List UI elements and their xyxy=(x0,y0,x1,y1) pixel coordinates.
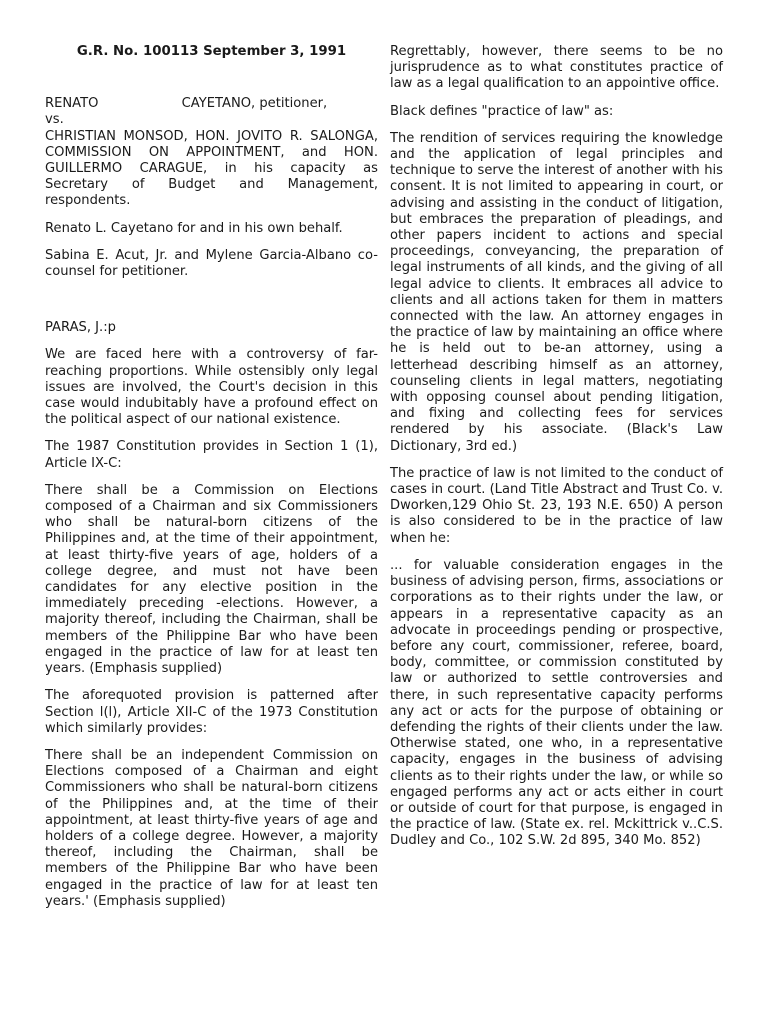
counsel-petitioner: Renato L. Cayetano for and in his own behalf. xyxy=(45,220,343,236)
left-column xyxy=(45,44,378,921)
paragraph: The aforequoted provision is patterned after Section l(l), Article XII-C of the 1973 Constitution which similarly provides: xyxy=(45,688,378,736)
case-parties xyxy=(45,96,378,209)
quoted-definition: ... for valuable consideration engages in the business of advising person, firms, associations or corporations as to their rights under the law, or appears in a representative capacity as an advocate in proceedings pending or prospective, before any court, commissioner, referee, board, body, committee, or commission constituted by law or authorized to settle controversies and there, in such representative capacity performs any act or acts for the purpose of obtaining or defending the rights of their clients under the law. Otherwise stated, one who, in a representative capacity, engages in the business of advising clients as to their rights under the law, or while so engaged performs any act or acts either in court or outside of court for that purpose, is engaged in the practice of law. (State ex. rel. Mckittrick v..C.S. Dudley and Co., 102 S.W. 2d 895, 340 Mo. 852) xyxy=(390,557,723,849)
petitioner-line: RENATO CAYETANO, petitioner, xyxy=(45,96,328,112)
case-title: G.R. No. 100113 September 3, 1991 xyxy=(76,44,347,59)
co-counsel: Sabina E. Acut, Jr. and Mylene Garcia-Albano co-counsel for petitioner. xyxy=(45,247,378,280)
quoted-definition: The rendition of services requiring the knowledge and the application of legal principles and technique to serve the interest of another with his consent. It is not limited to appearing in court, or advising and assisting in the conduct of litigation, but embraces the preparation of pleadings, and other papers incident to actions and special proceedings, conveyancing, the preparation of legal instruments of all kinds, and the giving of all legal advice to clients. It embraces all advice to clients and all actions taken for them in matters connected with the law. An attorney engages in the practice of law by maintaining an office where he is held out to be-an attorney, using a letterhead describing himself as an attorney, counseling clients in legal matters, negotiating with opposing counsel about pending litigation, and fixing and collecting fees for services rendered by his associate. (Black's Law Dictionary, 3rd ed.) xyxy=(390,130,723,454)
paragraph: Regrettably, however, there seems to be no jurisprudence as to what constitutes practice of law as a legal qualification to an appointive office. xyxy=(390,44,723,92)
quoted-provision: There shall be an independent Commission on Elections composed of a Chairman and eight Commissioners who shall be natural-born citizens of the Philippines and, at the time of their appointment, at least thirty-five years of age and holders of a college degree. However, a majority thereof, including the Chairman, shall be members of the Philippine Bar who have been engaged in the practice of law for at least ten years.' (Emphasis supplied) xyxy=(45,747,378,909)
paragraph: Black defines "practice of law" as: xyxy=(390,103,614,119)
ponente: PARAS, J.:p xyxy=(45,320,116,336)
quoted-provision: There shall be a Commission on Elections composed of a Chairman and six Commissioners who shall be natural-born citizens of the Philippines and, at the time of their appointment, at least thirty-five years of age, holders of a college degree, and must not have been candidates for any elective position in the immediately preceding -elections. However, a majority thereof, including the Chairman, shall be members of the Philippine Bar who have been engaged in the practice of law for at least ten years. (Emphasis supplied) xyxy=(45,482,378,677)
paragraph: The practice of law is not limited to the conduct of cases in court. (Land Title Abstract and Trust Co. v. Dworken,129 Ohio St. 23, 193 N.E. 650) A person is also considered to be in the practice of law when he: xyxy=(390,465,723,546)
respondents-line: CHRISTIAN MONSOD, HON. JOVITO R. SALONGA, COMMISSION ON APPOINTMENT, and HON. GUILLERMO CARAGUE, in his capacity as Secretary of Budget and Management, respondents. xyxy=(45,128,378,209)
paragraph: The 1987 Constitution provides in Section 1 (1), Article IX-C: xyxy=(45,439,378,471)
right-column xyxy=(390,44,723,861)
versus-line: vs. xyxy=(45,112,64,128)
paragraph: We are faced here with a controversy of far-reaching proportions. While ostensibly only legal issues are involved, the Court's decision in this case would indubitably have a profound effect on the political aspect of our national existence. xyxy=(45,347,378,428)
